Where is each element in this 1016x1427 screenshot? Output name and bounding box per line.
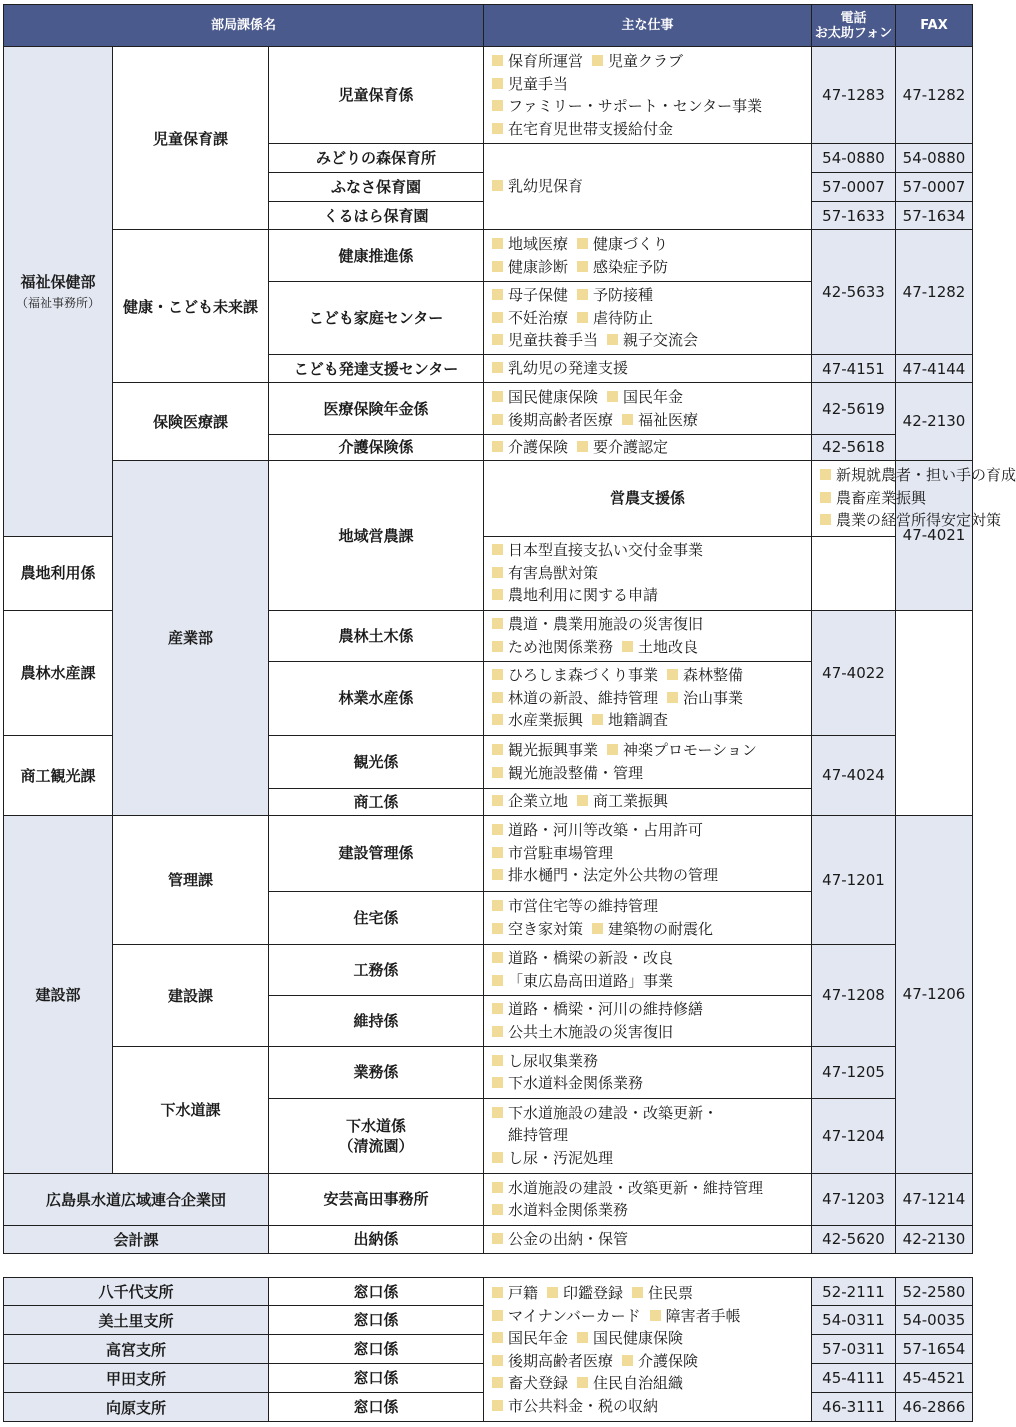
tel-jido: 47-1283 (812, 47, 896, 144)
work-koumu: 道路・橋梁の新設・改良 「東広島高田道路」事業 (484, 944, 812, 995)
branch-fax: 54-0035 (896, 1306, 973, 1335)
bullet-icon (492, 952, 503, 963)
branch-tel: 45-4111 (812, 1364, 896, 1393)
bullet-icon (592, 714, 603, 725)
tel-kuruhara: 57-1633 (812, 202, 896, 230)
unit-koumu: 工務係 (269, 944, 484, 995)
fax-hattatsu: 47-4144 (896, 355, 973, 383)
work-kensetsu-kanri: 道路・河川等改築・占用許可 市営駐車場管理 排水樋門・法定外公共物の管理 (484, 815, 812, 891)
work-accounting: 公金の出納・保管 (484, 1225, 812, 1253)
unit-jido: 児童保育係 (269, 47, 484, 144)
fax-kenko: 47-1282 (896, 230, 973, 355)
tel-norin: 47-4022 (812, 610, 896, 735)
bullet-icon (592, 55, 603, 66)
bullet-icon (492, 544, 503, 555)
unit-gesui (269, 1098, 484, 1173)
dept-construction: 建設部 (4, 815, 113, 1173)
unit-shoko: 商工係 (269, 788, 484, 815)
bullet-icon (607, 391, 618, 402)
unit-gesui-sub: （清流園） (338, 1136, 414, 1155)
bullet-icon (577, 261, 588, 272)
work-water: 水道施設の建設・改築更新・維持管理 水道料金関係業務 (484, 1173, 812, 1225)
bullet-icon (607, 744, 618, 755)
bullet-icon (492, 1152, 503, 1163)
bullet-icon (577, 1377, 588, 1388)
work-iji: 道路・橋梁・河川の維持修繕 公共土木施設の災害復旧 (484, 995, 812, 1046)
bullet-icon (622, 641, 633, 652)
bullet-icon (577, 441, 588, 452)
org-accounting: 会計課 (4, 1225, 269, 1253)
work-kodomo: 母子保健 予防接種 不妊治療 虐待防止 児童扶養手当 親子交流会 (484, 282, 812, 355)
tel-kanri: 47-1201 (812, 815, 896, 944)
tel-midori: 54-0880 (812, 144, 896, 173)
header-work: 主な仕事 (484, 5, 812, 47)
section-chiiki: 地域営農課 (269, 460, 484, 610)
fax-water: 47-1214 (896, 1173, 973, 1225)
unit-doboku: 農林土木係 (269, 610, 484, 661)
bullet-icon (650, 1310, 661, 1321)
tel-accounting: 42-5620 (812, 1225, 896, 1253)
dept-industry: 産業部 (113, 460, 269, 815)
header-division: 部局課係名 (4, 5, 484, 47)
work-gesui: 下水道施設の建設・改築更新・ 維持管理 し尿・汚泥処理 (484, 1098, 812, 1173)
fax-funasa: 57-0007 (896, 173, 973, 202)
branch-madoguchi: 窓口係 (269, 1335, 484, 1364)
unit-iji: 維持係 (269, 995, 484, 1046)
branch-fax: 46-2866 (896, 1393, 973, 1422)
bullet-icon (622, 1355, 633, 1366)
branch-name: 甲田支所 (4, 1364, 269, 1393)
tel-funasa: 57-0007 (812, 173, 896, 202)
unit-nouchi: 農地利用係 (4, 536, 113, 610)
unit-kensetsu-kanri: 建設管理係 (269, 815, 484, 891)
bullet-icon (492, 589, 503, 600)
bullet-icon (492, 123, 503, 134)
branch-fax: 45-4521 (896, 1364, 973, 1393)
branch-fax: 57-1654 (896, 1335, 973, 1364)
bullet-icon (492, 261, 503, 272)
branch-tel: 52-2111 (812, 1278, 896, 1306)
header-tel-line1: 電話 (840, 10, 867, 26)
bullet-icon (577, 312, 588, 323)
branch-madoguchi: 窓口係 (269, 1364, 484, 1393)
bullet-icon (592, 923, 603, 934)
bullet-icon (667, 692, 678, 703)
work-iryo: 国民健康保険 国民年金 後期高齢者医療 福祉医療 (484, 383, 812, 435)
unit-midori: みどりの森保育所 (269, 144, 484, 173)
unit-einou: 営農支援係 (484, 460, 812, 536)
bullet-icon (492, 847, 503, 858)
unit-iryo: 医療保険年金係 (269, 383, 484, 435)
tel-kaigo: 42-5618 (812, 435, 896, 461)
branch-fax: 52-2580 (896, 1278, 973, 1306)
bullet-icon (492, 1182, 503, 1193)
bullet-icon (492, 1400, 503, 1411)
bullet-icon (492, 975, 503, 986)
fax-kuruhara: 57-1634 (896, 202, 973, 230)
unit-kuruhara: くるはら保育園 (269, 202, 484, 230)
branch-tel: 57-0311 (812, 1335, 896, 1364)
bullet-icon (492, 1026, 503, 1037)
branch-madoguchi: 窓口係 (269, 1278, 484, 1306)
work-ringyo: ひろしま森づくり事業 森林整備 林道の新設、維持管理 治山事業 水産業振興 地籍調査 (484, 661, 812, 735)
tel-kensetsu: 47-1208 (812, 944, 896, 1046)
section-hoken: 保険医療課 (113, 383, 269, 461)
bullet-icon (492, 1233, 503, 1244)
header-row (4, 5, 973, 47)
bullet-icon (492, 312, 503, 323)
branch-tel: 46-3111 (812, 1393, 896, 1422)
bullet-icon (492, 1287, 503, 1298)
branch-name: 高宮支所 (4, 1335, 269, 1364)
bullet-icon (492, 692, 503, 703)
work-kaigo: 介護保険 要介護認定 (484, 435, 812, 461)
bullet-icon (820, 492, 831, 503)
work-nouchi: 日本型直接支払い交付金事業 有害鳥獣対策 農地利用に関する申請 (484, 536, 812, 610)
bullet-icon (492, 414, 503, 425)
work-hattatsu: 乳幼児の発達支援 (484, 355, 812, 383)
tel-gesui: 47-1204 (812, 1098, 896, 1173)
section-kenko: 健康・こども未来課 (113, 230, 269, 383)
bullet-icon (820, 469, 831, 480)
branch-madoguchi: 窓口係 (269, 1306, 484, 1335)
section-kanri: 管理課 (113, 815, 269, 944)
bullet-icon (492, 441, 503, 452)
unit-gyomu: 業務係 (269, 1046, 484, 1098)
bullet-icon (492, 391, 503, 402)
bullet-icon (492, 1003, 503, 1014)
bullet-icon (820, 514, 831, 525)
fax-hoken: 42-2130 (896, 383, 973, 461)
bullet-icon (492, 1077, 503, 1088)
bullet-icon (577, 795, 588, 806)
bullet-icon (492, 641, 503, 652)
dept-welfare-sub: （福祉事務所） (15, 296, 100, 311)
bullet-icon (492, 100, 503, 111)
branch-name: 八千代支所 (4, 1278, 269, 1306)
branch-madoguchi: 窓口係 (269, 1393, 484, 1422)
section-kensetsu: 建設課 (113, 944, 269, 1046)
bullet-icon (492, 55, 503, 66)
bullet-icon (492, 1310, 503, 1321)
work-nursery: 乳幼児保育 (484, 144, 812, 230)
bullet-icon (492, 824, 503, 835)
branch-name: 美土里支所 (4, 1306, 269, 1335)
branch-name: 向原支所 (4, 1393, 269, 1422)
branch-tel: 54-0311 (812, 1306, 896, 1335)
bullet-icon (492, 334, 503, 345)
bullet-icon (492, 1377, 503, 1388)
work-kenko: 地域医療 健康づくり 健康診断 感染症予防 (484, 230, 812, 282)
fax-jido: 47-1282 (896, 47, 973, 144)
unit-hattatsu: こども発達支援センター (269, 355, 484, 383)
section-norin: 農林水産課 (4, 610, 113, 735)
work-gyomu: し尿収集業務 下水道料金関係業務 (484, 1046, 812, 1098)
bullet-icon (492, 767, 503, 778)
bullet-icon (492, 744, 503, 755)
dept-welfare (4, 47, 113, 537)
bullet-icon (492, 795, 503, 806)
tel-hattatsu: 47-4151 (812, 355, 896, 383)
bullet-icon (492, 900, 503, 911)
unit-kenko: 健康推進係 (269, 230, 484, 282)
tel-iryo: 42-5619 (812, 383, 896, 435)
bullet-icon (667, 669, 678, 680)
bullet-icon (492, 1055, 503, 1066)
bullet-icon (577, 1332, 588, 1343)
organization-table (3, 4, 1016, 1254)
fax-accounting: 42-2130 (896, 1225, 973, 1253)
dept-welfare-name: 福祉保健部 (20, 273, 96, 292)
tel-water: 47-1203 (812, 1173, 896, 1225)
header-fax: FAX (896, 5, 973, 47)
tel-gyomu: 47-1205 (812, 1046, 896, 1098)
unit-kaigo: 介護保険係 (269, 435, 484, 461)
bullet-icon (607, 334, 618, 345)
bullet-icon (632, 1287, 643, 1298)
work-jutaku: 市営住宅等の維持管理 空き家対策 建築物の耐震化 (484, 891, 812, 944)
fax-midori: 54-0880 (896, 144, 973, 173)
bullet-icon (492, 714, 503, 725)
bullet-icon (492, 1332, 503, 1343)
unit-gesui-name: 下水道係 (346, 1116, 407, 1135)
work-kanko: 観光振興事業 神楽プロモーション 観光施設整備・管理 (484, 735, 812, 788)
bullet-icon (492, 618, 503, 629)
bullet-icon (492, 669, 503, 680)
unit-funasa: ふなさ保育園 (269, 173, 484, 202)
work-einou: 新規就農者・担い手の育成 農畜産業振興 農業の経営所得安定対策 (812, 460, 896, 536)
bullet-icon (492, 78, 503, 89)
unit-water-office: 安芸高田事務所 (269, 1173, 484, 1225)
tel-chiiki: 47-4021 (896, 460, 973, 610)
bullet-icon (622, 414, 633, 425)
bullet-icon (492, 238, 503, 249)
fax-construction: 47-1206 (896, 815, 973, 1173)
unit-suito: 出納係 (269, 1225, 484, 1253)
bullet-icon (492, 1204, 503, 1215)
tel-kenko: 42-5633 (812, 230, 896, 355)
unit-ringyo: 林業水産係 (269, 661, 484, 735)
bullet-icon (492, 869, 503, 880)
branch-table (3, 1277, 973, 1422)
bullet-icon (492, 1107, 503, 1118)
section-shoko: 商工観光課 (4, 735, 113, 815)
bullet-icon (492, 567, 503, 578)
section-gesui: 下水道課 (113, 1046, 269, 1173)
section-jido: 児童保育課 (113, 47, 269, 230)
bullet-icon (492, 923, 503, 934)
tel-shoko: 47-4024 (812, 735, 896, 815)
bullet-icon (492, 1355, 503, 1366)
unit-jutaku: 住宅係 (269, 891, 484, 944)
unit-kodomo: こども家庭センター (269, 282, 484, 355)
work-jido: 保育所運営 児童クラブ 児童手当 ファミリー・サポート・センター事業 在宅育児世帯支援給付金 (484, 47, 812, 144)
bullet-icon (492, 289, 503, 300)
work-shoko: 企業立地 商工業振興 (484, 788, 812, 815)
bullet-icon (492, 180, 503, 191)
org-water: 広島県水道広域連合企業団 (4, 1173, 269, 1225)
bullet-icon (577, 238, 588, 249)
bullet-icon (547, 1287, 558, 1298)
bullet-icon (492, 362, 503, 373)
header-tel (812, 5, 896, 47)
work-branches: 戸籍 印鑑登録 住民票 マイナンバーカード 障害者手帳 国民年金 国民健康保険 後期高齢者医療 介護保険 畜犬登録 住民自治組織 市公共料金・税の収納 (484, 1278, 812, 1422)
work-doboku: 農道・農業用施設の災害復旧 ため池関係業務 土地改良 (484, 610, 812, 661)
unit-kanko: 観光係 (269, 735, 484, 788)
header-tel-line2: お太助フォン (814, 25, 893, 41)
bullet-icon (577, 289, 588, 300)
